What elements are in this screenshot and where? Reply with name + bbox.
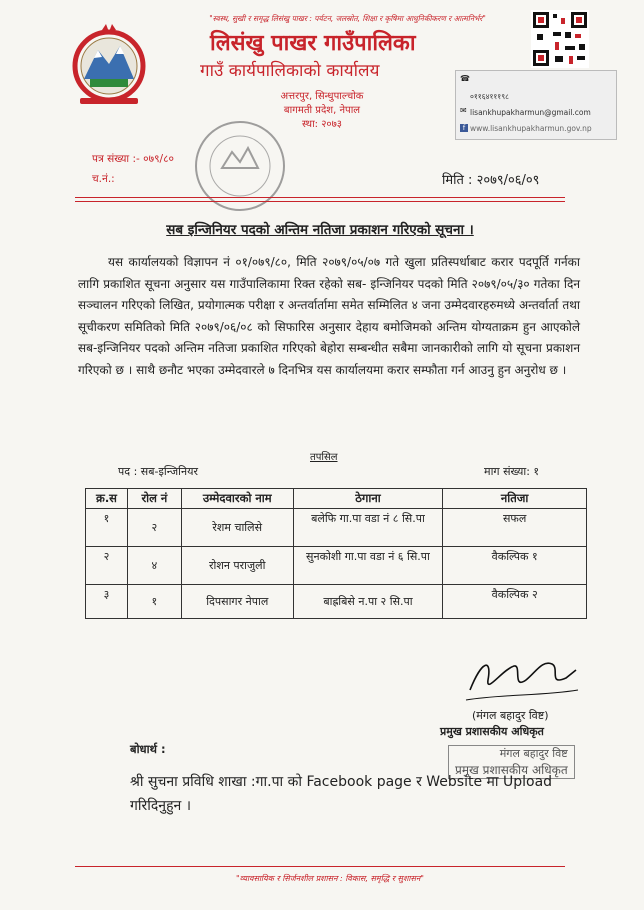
cell-serial: ३ <box>86 585 128 619</box>
cell-result: वैकल्पिक २ <box>443 585 587 619</box>
date-label: मिति : <box>442 173 473 188</box>
cell-address: बलेफि गा.पा वडा नं ८ सि.पा <box>293 509 443 547</box>
cell-result: सफल <box>443 509 587 547</box>
letter-date <box>442 170 539 188</box>
office-subtitle: गाउँ कार्यपालिकाको कार्यालय <box>200 61 380 81</box>
footer-divider <box>75 866 565 867</box>
notice-title: सब इन्जिनियर पदको अन्तिम नतिजा प्रकाशन गरिएको सूचना । <box>166 222 474 238</box>
office-stamp-icon <box>192 118 288 214</box>
qr-code-icon <box>531 10 589 68</box>
cell-serial: १ <box>86 509 128 547</box>
address-line-1: अत्तरपुर, सिन्धुपाल्चोक <box>280 91 364 102</box>
cell-result: वैकल्पिक १ <box>443 547 587 585</box>
bottom-slogan: "व्यावसायिक र सिर्जनशील प्रशासन : विकास, समृद्धि र सुशासन" <box>236 874 424 883</box>
established-year: स्था: २०७३ <box>301 119 343 130</box>
stamp-name: मंगल बहादुर विष्ट <box>499 747 568 760</box>
header-divider <box>75 197 565 198</box>
header-result: नतिजा <box>443 489 587 509</box>
results-table <box>85 488 587 619</box>
cell-serial: २ <box>86 547 128 585</box>
cell-candidate: रेशम चालिसे <box>181 509 293 547</box>
demand-label: माग संख्या: १ <box>484 465 540 478</box>
phone-icon: ☎ <box>460 74 470 83</box>
email-address: lisankhupakharmun@gmail.com <box>470 108 591 117</box>
table-row <box>86 547 587 585</box>
letter-number-label: पत्र संख्या :- <box>92 153 140 165</box>
date-value: २०७९/०६/०९ <box>476 173 540 188</box>
signature-icon <box>462 650 582 708</box>
details-label: तपसिल <box>310 452 338 463</box>
cell-roll: १ <box>127 585 181 619</box>
cell-roll: ४ <box>127 547 181 585</box>
emblem-icon <box>68 24 150 106</box>
address-line-2: बागमती प्रदेश, नेपाल <box>283 105 361 116</box>
letter-number <box>92 152 174 166</box>
signatory-name: (मंगल बहादुर विष्ट) <box>472 709 549 722</box>
post-label: पद : सब-इन्जिनियर <box>118 465 198 478</box>
top-slogan: "स्वस्थ, सुखी र समृद्ध लिसंखु पाखर : पर्यटन, जलस्रोत, शिक्षा र कृषिमा आधुनिकीकरण र आत्मनिर्भर" <box>209 14 486 23</box>
header-address: ठेगाना <box>293 489 443 509</box>
stamp-title: प्रमुख प्रशासकीय अधिकृत <box>455 763 568 777</box>
table-header-row <box>86 489 587 509</box>
letter-number-value: ०७९/८० <box>143 153 174 165</box>
table-row <box>86 585 587 619</box>
notice-body: यस कार्यालयको विज्ञापन नं ०१/०७९/८०, मिति २०७९/०५/०७ गते खुला प्रतिस्पर्धाबाट करार पदपूर्ति गर्नका लागि प्रकाशित सूचना अनुसार यस गाउँपालिकामा रिक्त रहेको सब- इन्जिनियर पदको मिति २०७९/०५/३० गतेका दिन सञ्चालन गरिएको लिखित, प्रयोगात्मक परीक्षा र अन्तर्वार्तामा समेत सम्मिलित ४ जना उम्मेदवारहरुमध्ये अन्तर्वार्ता तथा सूचीकरण समितिको मिति २०७९/०६/०८ को सिफारिस अनुसार देहाय बमोजिमको अन्तिम योग्यताक्रम हुन आएकोले सब-इन्जिनियर पदको अन्तिम नतिजा प्रकाशित गरिएको बेहोरा सम्बन्धीत सबैमा जानकारीको लागि यो सूचना प्रकाशन गरिएको छ । साथै छनौट भएका उम्मेदवारले ७ दिनभित्र यस कार्यालयमा करार सम्फौता गर्न आउनु हुन अनुरोध छ । <box>78 255 580 377</box>
municipality-title: लिसंखु पाखर गाउँपालिका <box>210 31 416 56</box>
cell-address: सुनकोशी गा.पा वडा नं ६ सि.पा <box>293 547 443 585</box>
cell-candidate: दिपसागर नेपाल <box>181 585 293 619</box>
header-divider-thin <box>75 201 565 202</box>
signatory-title: प्रमुख प्रशासकीय अधिकृत <box>440 725 544 738</box>
phone-number: ०११६४१११९८ <box>470 92 509 101</box>
website-address: www.lisankhupakharmun.gov.np <box>470 124 592 133</box>
cc-heading: बोधार्थ : <box>130 742 166 756</box>
header-roll: रोल नं <box>127 489 181 509</box>
facebook-icon: f <box>460 124 468 132</box>
email-icon: ✉ <box>460 106 467 115</box>
cell-roll: २ <box>127 509 181 547</box>
cell-candidate: रोशन पराजुली <box>181 547 293 585</box>
header-candidate: उम्मेदवारको नाम <box>181 489 293 509</box>
cc-text: श्री सुचना प्रविधि शाखा :गा.पा को Facebook page र Website मा Upload गरिदिनुहुन । <box>130 774 553 814</box>
table-row <box>86 509 587 547</box>
cell-address: बाह्रबिसे न.पा २ सि.पा <box>293 585 443 619</box>
dispatch-number-label: च.नं.: <box>92 173 115 185</box>
header-serial: क्र.स <box>86 489 128 509</box>
